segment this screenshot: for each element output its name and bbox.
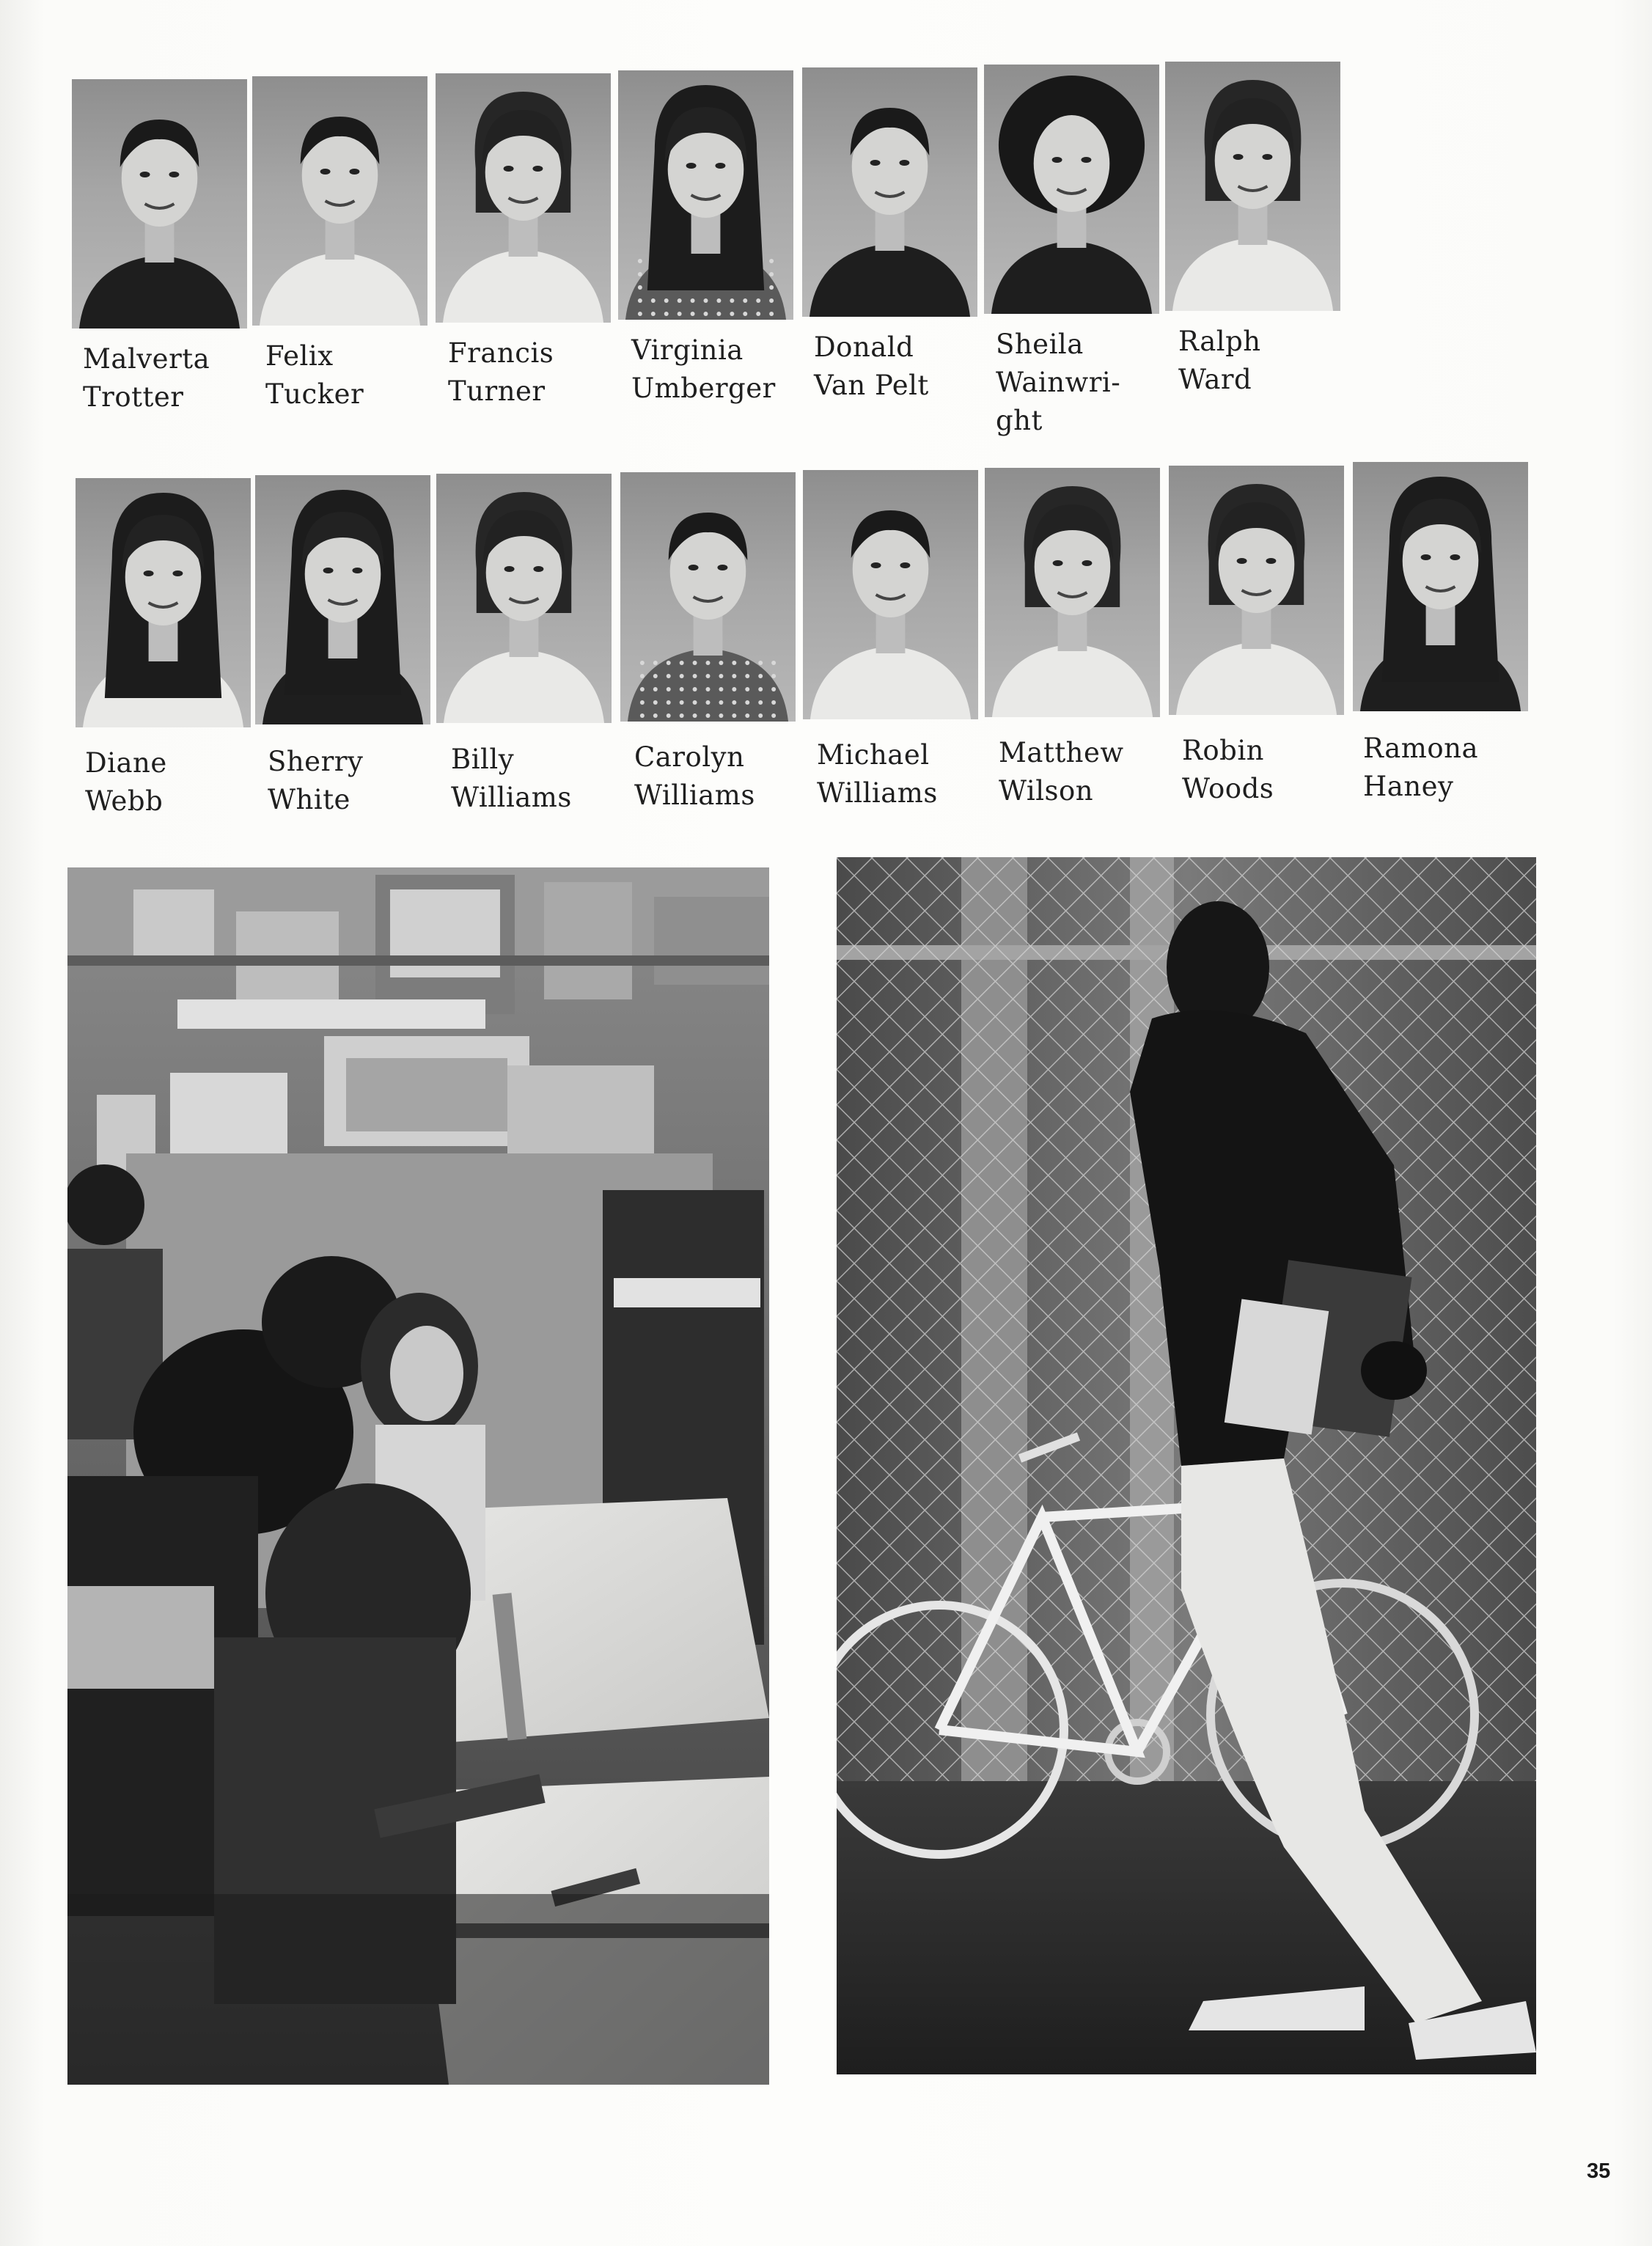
last-name: Haney: [1363, 771, 1454, 802]
first-name: Donald: [814, 331, 914, 363]
student-name: [817, 736, 989, 812]
portrait-photo: [255, 475, 430, 724]
first-name: Sherry: [268, 746, 364, 777]
first-name: Diane: [85, 747, 167, 779]
student-name: [1178, 323, 1351, 399]
first-name: Robin: [1182, 735, 1264, 766]
portrait-photo: [72, 79, 247, 329]
portrait-silhouette: [620, 472, 796, 722]
portrait-silhouette: [803, 470, 978, 719]
portrait-silhouette: [72, 79, 247, 329]
last-name: Woods: [1182, 773, 1274, 804]
last-name: Ward: [1178, 364, 1252, 395]
portrait-silhouette: [1169, 466, 1344, 715]
last-name: Williams: [817, 777, 938, 809]
portrait-silhouette: [252, 76, 427, 326]
portrait-photo: [1165, 62, 1340, 311]
student-name: [634, 738, 807, 815]
portrait-silhouette: [436, 73, 611, 323]
portrait-silhouette: [618, 70, 793, 320]
student-name: [1182, 732, 1354, 808]
student-name: [268, 743, 440, 819]
student-name: [999, 734, 1171, 810]
student-name: [451, 741, 623, 817]
student-name: [83, 340, 255, 416]
portrait-photo: [1353, 462, 1528, 711]
student-name: [631, 331, 804, 408]
portrait-silhouette: [985, 468, 1160, 717]
portrait-photo: [436, 474, 612, 723]
drafting-class-photo: [67, 867, 769, 2085]
first-name: Felix: [265, 340, 334, 372]
student-name: [1363, 730, 1535, 806]
last-name: Wainwri-: [996, 367, 1121, 398]
portrait-photo: [252, 76, 427, 326]
last-name: White: [268, 784, 350, 815]
portrait-silhouette: [436, 474, 612, 723]
last-name: Tucker: [265, 378, 364, 410]
portrait-silhouette: [1353, 462, 1528, 711]
portrait-silhouette: [984, 65, 1159, 314]
last-name: Williams: [451, 782, 572, 813]
last-name: Williams: [634, 779, 755, 811]
portrait-silhouette: [255, 475, 430, 724]
page-number: 35: [1587, 2159, 1611, 2183]
student-name: [996, 326, 1168, 440]
last-name: Trotter: [83, 381, 184, 413]
student-bicycle-photo: [837, 857, 1536, 2074]
student-name: [85, 744, 257, 821]
last-name: Van Pelt: [814, 370, 929, 401]
first-name: Ramona: [1363, 733, 1479, 764]
portrait-photo: [985, 468, 1160, 717]
portrait-photo: [803, 470, 978, 719]
first-name: Francis: [448, 337, 554, 369]
portrait-photo: [984, 65, 1159, 314]
last-name-continued: ght: [996, 405, 1043, 436]
first-name: Carolyn: [634, 741, 745, 773]
first-name: Michael: [817, 739, 930, 771]
first-name: Virginia: [631, 334, 744, 366]
portrait-photo: [436, 73, 611, 323]
portrait-silhouette: [1165, 62, 1340, 311]
portrait-photo: [620, 472, 796, 722]
portrait-photo: [618, 70, 793, 320]
last-name: Turner: [448, 375, 546, 407]
student-name: [265, 337, 438, 414]
first-name: Sheila: [996, 329, 1084, 360]
first-name: Matthew: [999, 737, 1124, 768]
portrait-photo: [802, 67, 977, 317]
first-name: Ralph: [1178, 326, 1261, 357]
portrait-photo: [76, 478, 251, 727]
student-name: [448, 334, 620, 411]
last-name: Umberger: [631, 373, 776, 404]
last-name: Wilson: [999, 775, 1094, 807]
student-name: [814, 329, 986, 405]
portrait-silhouette: [76, 478, 251, 727]
last-name: Webb: [85, 785, 164, 817]
portrait-photo: [1169, 466, 1344, 715]
first-name: Malverta: [83, 343, 210, 375]
first-name: Billy: [451, 744, 515, 775]
portrait-silhouette: [802, 67, 977, 317]
